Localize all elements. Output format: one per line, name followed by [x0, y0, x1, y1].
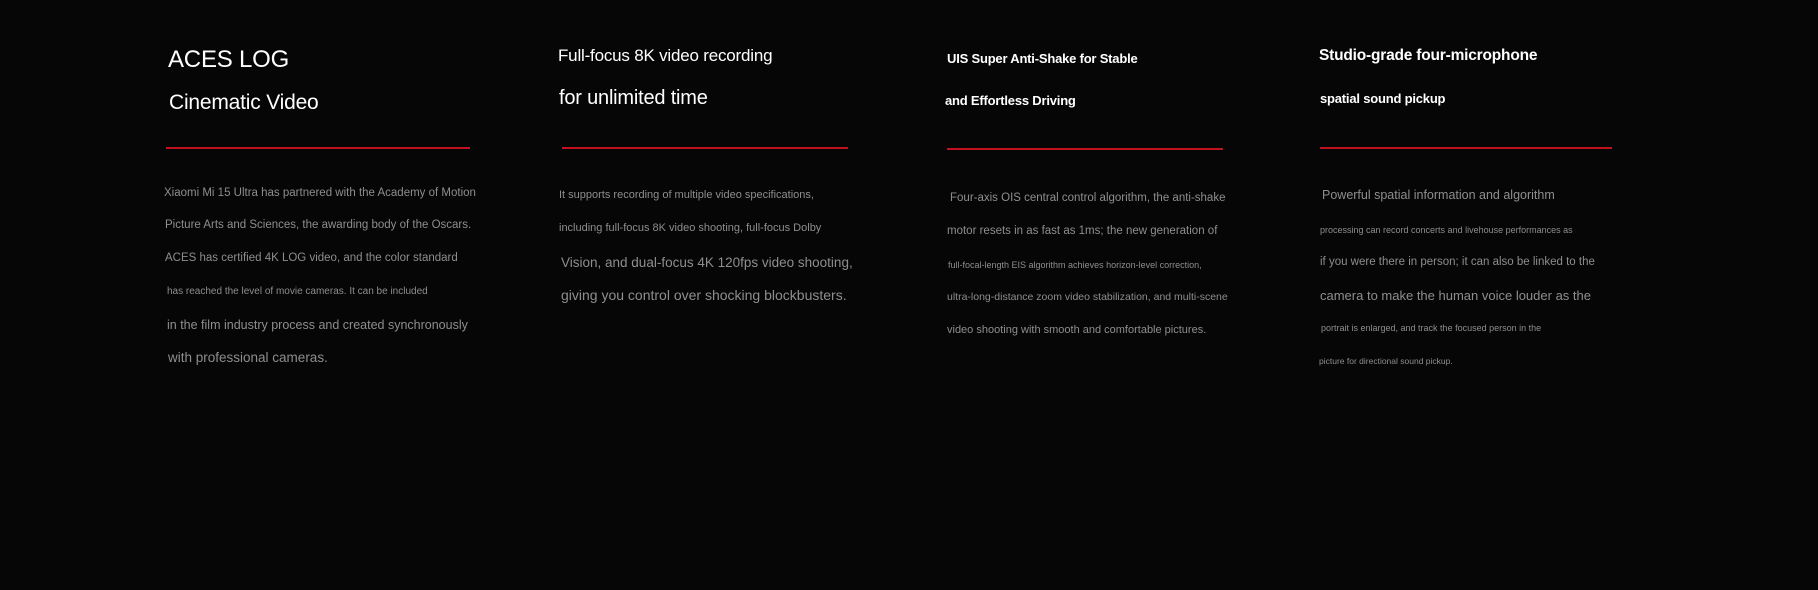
feature-body-line: Four-axis OIS central control algorithm, the anti-shake: [950, 192, 1226, 204]
feature-body-line: picture for directional sound pickup.: [1319, 356, 1453, 366]
feature-body-line: portrait is enlarged, and track the focused person in the: [1321, 323, 1542, 333]
accent-divider: [947, 148, 1223, 150]
feature-body-line: Xiaomi Mi 15 Ultra has partnered with the Academy of Motion: [164, 187, 476, 199]
feature-title-line2: and Effortless Driving: [945, 93, 1076, 108]
feature-body-line: Powerful spatial information and algorithm: [1322, 188, 1555, 202]
feature-body-line: ultra-long-distance zoom video stabilization, and multi-scene: [947, 291, 1228, 303]
feature-body-line: with professional cameras.: [168, 350, 328, 365]
feature-body-line: camera to make the human voice louder as the: [1320, 288, 1591, 303]
feature-title-line2: spatial sound pickup: [1320, 91, 1446, 106]
feature-body-line: giving you control over shocking blockbusters.: [561, 287, 847, 303]
feature-body-line: full-focal-length EIS algorithm achieves horizon-level correction,: [948, 260, 1202, 270]
feature-body-line: including full-focus 8K video shooting, full-focus Dolby: [559, 222, 822, 234]
feature-body-line: Picture Arts and Sciences, the awarding body of the Oscars.: [165, 219, 472, 231]
feature-title-line1: ACES LOG: [168, 46, 290, 73]
feature-body-line: video shooting with smooth and comfortable pictures.: [947, 324, 1207, 336]
accent-divider: [1320, 147, 1612, 149]
feature-title-line1: Studio-grade four-microphone: [1319, 47, 1538, 64]
feature-title-line1: Full-focus 8K video recording: [558, 46, 773, 65]
feature-body-line: in the film industry process and created synchronously: [167, 318, 468, 332]
feature-body-line: motor resets in as fast as 1ms; the new generation of: [947, 225, 1218, 237]
feature-body-line: if you were there in person; it can also be linked to the: [1320, 256, 1595, 268]
feature-body-line: Vision, and dual-focus 4K 120fps video shooting,: [561, 255, 853, 270]
accent-divider: [166, 147, 470, 149]
feature-body-line: processing can record concerts and livehouse performances as: [1320, 225, 1573, 235]
feature-body-line: It supports recording of multiple video specifications,: [559, 189, 814, 201]
feature-title-line1: UIS Super Anti-Shake for Stable: [947, 51, 1138, 66]
feature-title-line2: for unlimited time: [559, 87, 708, 109]
feature-body-line: has reached the level of movie cameras. It can be included: [167, 286, 428, 297]
accent-divider: [562, 147, 848, 149]
feature-title-line2: Cinematic Video: [169, 91, 319, 114]
feature-body-line: ACES has certified 4K LOG video, and the color standard: [165, 252, 458, 264]
